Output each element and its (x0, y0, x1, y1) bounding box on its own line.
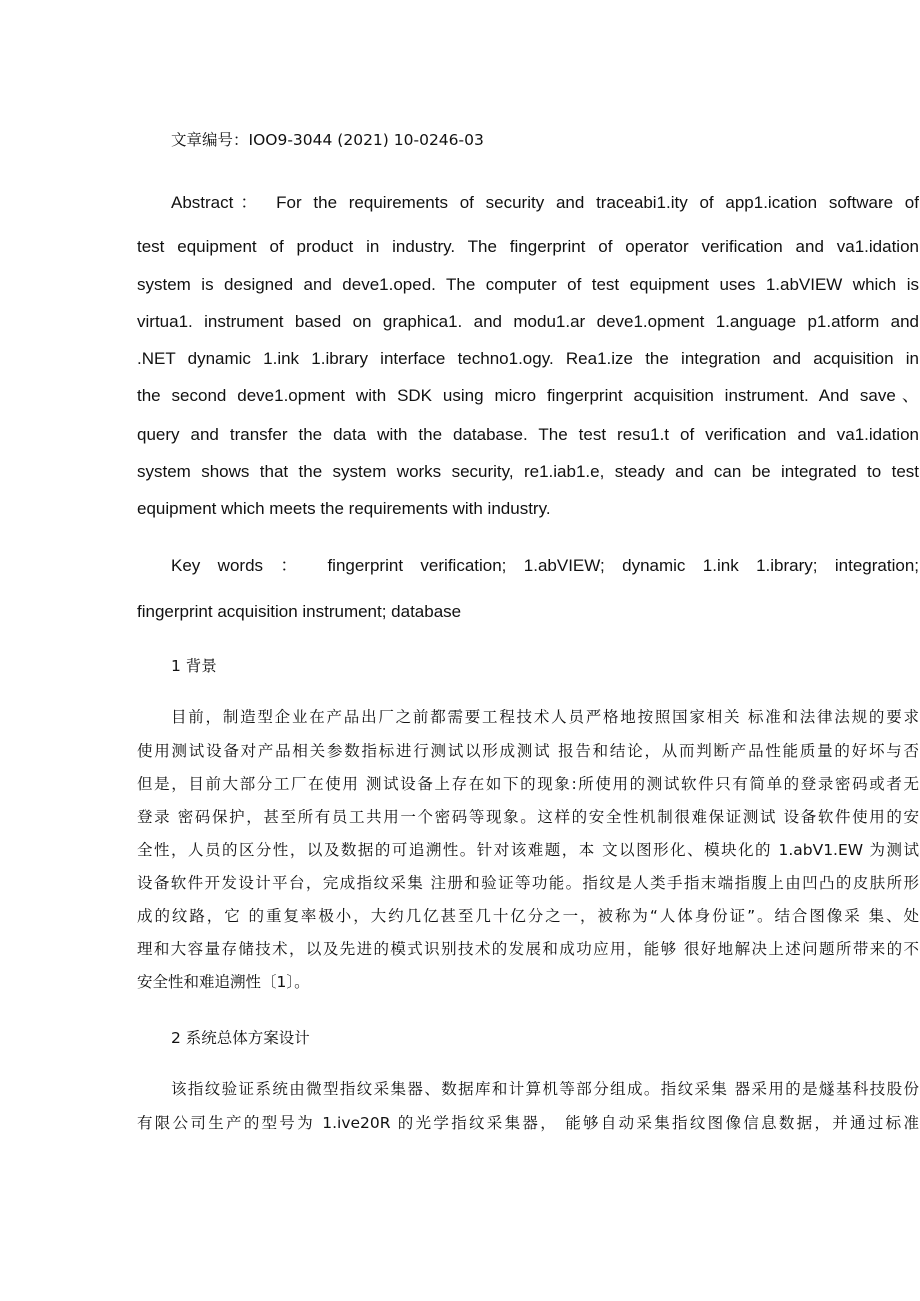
paragraph-line: 该指纹验证系统由微型指纹采集器、数据库和计算机等部分组成。指纹采集 器采用的是燧基科技股份 (171, 1080, 919, 1098)
keywords-line: Key words ： fingerprint verification; 1.abVIEW; dynamic 1.ink 1.ibrary; integration; (171, 556, 919, 575)
section-heading-design: 2 系统总体方案设计 (171, 1029, 310, 1047)
abstract-line: Abstract： For the requirements of security and traceabi1.ity of app1.ication software of (171, 193, 919, 212)
paragraph-line: 设备软件开发设计平台，完成指纹采集 注册和验证等功能。指纹是人类手指末端指腹上由凹凸的皮肤所形 (137, 874, 919, 892)
keywords-line: fingerprint acquisition instrument; database (137, 602, 462, 621)
abstract-line: system shows that the system works security, re1.iab1.e, steady and can be integrated to test (137, 462, 919, 481)
paragraph-line: 但是，目前大部分工厂在使用 测试设备上存在如下的现象:所使用的测试软件只有简单的登录密码或者无 (137, 775, 919, 793)
section-heading-background: 1 背景 (171, 657, 217, 675)
abstract-line: virtua1. instrument based on graphica1. and modu1.ar deve1.opment 1.anguage p1.atform and (137, 312, 919, 331)
abstract-line: query and transfer the data with the database. The test resu1.t of verification and va1.idation (137, 425, 919, 444)
article-number: 文章编号：IOO9-3044 (2021) 10-0246-03 (171, 131, 484, 149)
paragraph-line: 成的纹路，它 的重复率极小，大约几亿甚至几十亿分之一，被称为“人体身份证”。结合图像采 集、处 (137, 907, 919, 925)
paragraph-line: 安全性和难追溯性〔1〕。 (137, 973, 310, 991)
paragraph-line: 全性，人员的区分性，以及数据的可追溯性。针对该难题，本 文以图形化、模块化的 1.abV1.EW 为测试 (137, 841, 919, 859)
abstract-line: test equipment of product in industry. The fingerprint of operator verification and va1.idation (137, 237, 919, 256)
abstract-line: equipment which meets the requirements with industry. (137, 499, 551, 518)
paragraph-line: 目前，制造型企业在产品出厂之前都需要工程技术人员严格地按照国家相关 标准和法律法规的要求 (171, 708, 919, 726)
abstract-line: .NET dynamic 1.ink 1.ibrary interface techno1.ogy. Rea1.ize the integration and acquisition in (137, 349, 919, 368)
abstract-line: system is designed and deve1.oped. The computer of test equipment uses 1.abVIEW which is (137, 275, 919, 294)
paragraph-line: 理和大容量存储技术，以及先进的模式识别技术的发展和成功应用，能够 很好地解决上述问题所带来的不 (137, 940, 919, 958)
paragraph-line: 登录 密码保护，甚至所有员工共用一个密码等现象。这样的安全性机制很难保证测试 设备软件使用的安 (137, 808, 919, 826)
abstract-line: the second deve1.opment with SDK using micro fingerprint acquisition instrument. And save、 (137, 386, 919, 405)
paragraph-line: 使用测试设备对产品相关参数指标进行测试以形成测试 报告和结论，从而判断产品性能质量的好坏与否 (137, 742, 919, 760)
paragraph-line: 有限公司生产的型号为 1.ive20R 的光学指纹采集器， 能够自动采集指纹图像信息数据，并通过标准 (137, 1114, 919, 1132)
